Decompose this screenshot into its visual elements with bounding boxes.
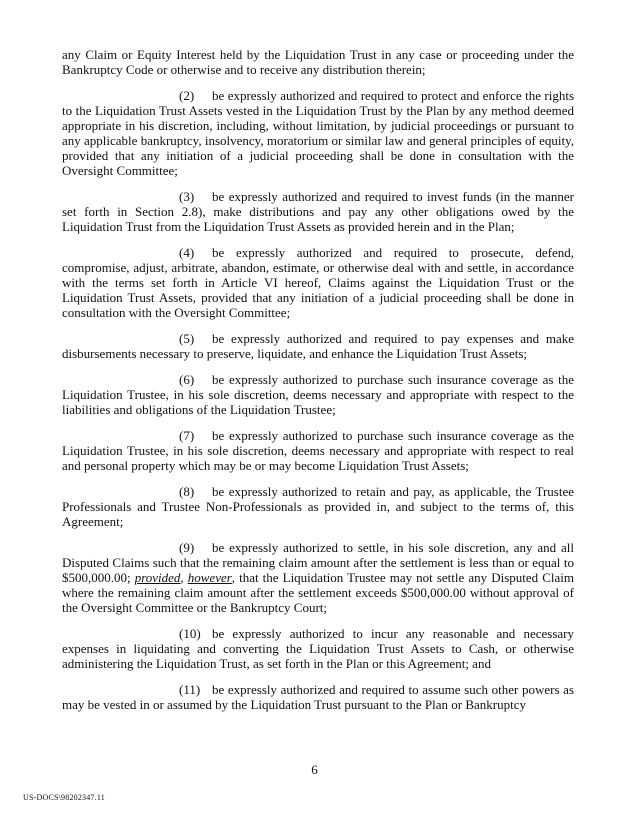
clause-text: be expressly authorized and required to prosecute, defend, compromise, adjust, arbitrate, abandon, estimate, or otherwise deal with and settle, in accordance with the terms set forth in Article VI hereof, Claims against the Liquidation Trust or the Liquidation Trust Assets, provided that any initiation of a judicial proceeding shall be done in consultation with the Oversight Committee;	[62, 245, 574, 320]
clause-number: (8)	[179, 484, 195, 499]
document-id: US-DOCS\98202347.11	[23, 793, 105, 802]
clause-text-continued: , that the Liquidation Trustee may not settle any Disputed Claim where the remaining claim amount after the settlement exceeds $500,000.00 without approval of the Oversight Committee or the Bankruptcy Court;	[62, 570, 574, 615]
clause-10	[62, 626, 574, 671]
document-body	[62, 47, 574, 723]
clause-6	[62, 372, 574, 417]
clause-5	[62, 331, 574, 361]
provided-term: provided	[134, 570, 181, 585]
clause-text: be expressly authorized and required to invest funds (in the manner set forth in Section 2.8), make distributions and pay any other obligations owed by the Liquidation Trust from the Liquidation Trust Assets as provided herein and in the Plan;	[62, 189, 574, 234]
clause-number: (2)	[179, 88, 195, 103]
clause-4	[62, 245, 574, 320]
clause-text: be expressly authorized to settle, in his sole discretion, any and all Disputed Claims such that the remaining claim amount after the settlement is less than or equal to $500,000.00;	[62, 540, 574, 585]
clause-number: (5)	[179, 331, 195, 346]
clause-text: be expressly authorized to retain and pay, as applicable, the Trustee Professionals and Trustee Non-Professionals as provided in, and subject to the terms of, this Agreement;	[62, 484, 574, 529]
clause-7	[62, 428, 574, 473]
clause-number: (10)	[179, 626, 201, 641]
clause-number: (9)	[179, 540, 195, 555]
clause-text: be expressly authorized and required to protect and enforce the rights to the Liquidation Trust Assets vested in the Liquidation Trust by the Plan by any method deemed appropriate in his discretion, including, without limitation, by judicial proceedings or pursuant to any applicable bankruptcy, insolvency, moratorium or similar law and general principles of equity, provided that any initiation of a judicial proceeding shall be done in consultation with the Oversight Committee;	[62, 88, 574, 178]
clause-9	[62, 540, 574, 615]
intro-paragraph: any Claim or Equity Interest held by the Liquidation Trust in any case or proceeding under the Bankruptcy Code or otherwise and to receive any distribution therein;	[62, 47, 574, 77]
clause-number: (11)	[179, 682, 201, 697]
comma-separator: ,	[180, 570, 188, 585]
clause-text: be expressly authorized to purchase such insurance coverage as the Liquidation Trustee, in his sole discretion, deems necessary and appropriate with respect to the liabilities and obligations of the Liquidation Trustee;	[62, 372, 574, 417]
however-term: however	[187, 570, 232, 585]
clause-number: (6)	[179, 372, 195, 387]
clause-text: be expressly authorized and required to pay expenses and make disbursements necessary to preserve, liquidate, and enhance the Liquidation Trust Assets;	[62, 331, 574, 361]
clause-text: be expressly authorized to purchase such insurance coverage as the Liquidation Trustee, in his sole discretion, deems necessary and appropriate with respect to real and personal property which may be or may become Liquidation Trust Assets;	[62, 428, 574, 473]
clause-11	[62, 682, 574, 712]
clause-text: be expressly authorized to incur any reasonable and necessary expenses in liquidating and converting the Liquidation Trust Assets to Cash, or otherwise administering the Liquidation Trust, as set forth in the Plan or this Agreement; and	[62, 626, 574, 671]
clause-number: (4)	[179, 245, 195, 260]
clause-number: (7)	[179, 428, 195, 443]
clause-3	[62, 189, 574, 234]
page-number: 6	[311, 762, 318, 777]
clause-text: be expressly authorized and required to assume such other powers as may be vested in or assumed by the Liquidation Trust pursuant to the Plan or Bankruptcy	[62, 682, 574, 712]
clause-number: (3)	[179, 189, 195, 204]
clause-2	[62, 88, 574, 178]
clause-8	[62, 484, 574, 529]
